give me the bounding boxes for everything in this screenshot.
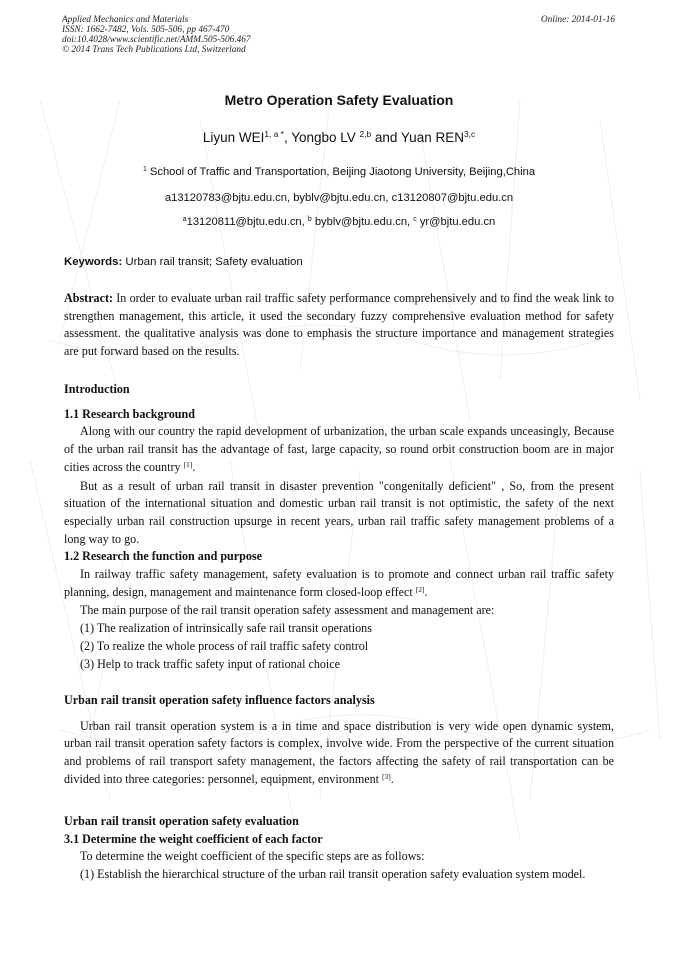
- abstract-text: In order to evaluate urban rail traffic safety performance comprehensively and to find the weak link to strengthen management, this article, it used the secondary fuzzy comprehensive evaluation method for safety assessment. the qualitative analysis was done to emphasis the structure importance and management strategies are put forward based on the results.: [64, 291, 614, 359]
- list-item: (1) The realization of intrinsically safe rail transit operations: [80, 621, 372, 636]
- journal-name: Applied Mechanics and Materials: [62, 15, 189, 25]
- abstract-label: Abstract:: [64, 291, 114, 305]
- citation: [1]: [183, 459, 193, 469]
- author-separator: and Yuan REN: [371, 130, 464, 145]
- abstract: [64, 290, 614, 361]
- paragraph-text: .: [192, 459, 196, 474]
- subsection-heading: 1.1 Research background: [64, 406, 195, 421]
- citation: [2]: [415, 584, 425, 594]
- paragraph: [64, 423, 614, 477]
- keywords-text: Urban rail transit; Safety evaluation: [122, 256, 303, 268]
- author-name: Liyun WEI: [202, 130, 265, 145]
- online-date: Online: 2014-01-16: [540, 15, 615, 25]
- affiliation-text: School of Traffic and Transportation, Beijing Jiaotong University, Beijing,China: [146, 166, 536, 178]
- factors-section: [64, 692, 614, 790]
- email-line-1: a13120783@bjtu.edu.cn, byblv@bjtu.edu.cn, c13120807@bjtu.edu.cn: [164, 192, 514, 204]
- author-line: [0, 130, 678, 145]
- list-item: (2) To realize the whole process of rail traffic safety control: [80, 638, 369, 653]
- paragraph-text: Urban rail transit operation system is a in time and space distribution is very wide open dynamic system, urban rail transit operation safety factors is complex, involve wide. From the perspective of the current situation and problems of rail transport safety management, the factors affecting the safety of rail transportation can be divided into three categories: personnel, equipment, environment: [64, 718, 614, 786]
- email-line-2: [0, 216, 678, 228]
- author-separator: , Yongbo LV: [283, 130, 360, 145]
- author-sup: 2,b: [359, 129, 372, 140]
- affiliation: [0, 166, 678, 178]
- paper-title: Metro Operation Safety Evaluation: [224, 92, 454, 108]
- keywords: [64, 256, 614, 268]
- list-item: (3) Help to track traffic safety input of rational choice: [80, 656, 341, 671]
- paragraph: [64, 566, 614, 602]
- section-heading: Introduction: [64, 382, 130, 396]
- paragraph-text: .: [424, 584, 428, 599]
- email-sup: b: [307, 216, 312, 224]
- journal-header: [62, 15, 251, 55]
- paragraph-text: .: [390, 771, 394, 786]
- email-text: 13120811@bjtu.edu.cn,: [186, 216, 308, 228]
- doi-line: doi:10.4028/www.scientific.net/AMM.505-506.467: [62, 35, 251, 45]
- paragraph: [64, 718, 614, 790]
- author-sup: 3,c: [463, 129, 476, 140]
- keywords-label: Keywords:: [64, 256, 123, 268]
- email-text: yr@bjtu.edu.cn: [416, 216, 496, 228]
- paragraph: The main purpose of the rail transit operation safety assessment and management are:: [80, 603, 495, 618]
- paragraph: (1) Establish the hierarchical structure of the urban rail transit operation safety evaluation system model.: [80, 867, 586, 882]
- author-sup: 1, a *: [264, 129, 284, 140]
- copyright-line: © 2014 Trans Tech Publications Ltd, Switzerland: [62, 45, 246, 55]
- introduction-section: [64, 381, 614, 673]
- evaluation-section: [64, 813, 614, 884]
- section-heading: Urban rail transit operation safety evaluation: [64, 814, 299, 828]
- citation: [3]: [382, 771, 391, 781]
- email-text: byblv@bjtu.edu.cn,: [311, 216, 414, 228]
- paragraph-text: Along with our country the rapid development of urbanization, the urban scale expands unceasingly, Because of the urban rail transit has the advantage of fast, large capacity, so round orbit construction boom are in major cities across the country: [64, 424, 614, 474]
- paragraph: But as a result of urban rail transit in disaster prevention "congenitally deficient" , So, from the present situation of the international situation and domestic urban rail transit is not optimistic, the safety of the next especially urban rail construction upsurge in recent years, urban rail traffic safety management problems of a long way to go.: [64, 478, 614, 546]
- paragraph: To determine the weight coefficient of the specific steps are as follows:: [80, 849, 425, 864]
- email-sup: c: [413, 216, 417, 224]
- subsection-heading: 1.2 Research the function and purpose: [64, 549, 262, 564]
- paragraph-text: In railway traffic safety management, safety evaluation is to promote and connect urban rail traffic safety planning, design, management and maintenance form closed-loop effect: [64, 567, 614, 599]
- section-heading: Urban rail transit operation safety influence factors analysis: [64, 693, 375, 707]
- subsection-heading: 3.1 Determine the weight coefficient of each factor: [64, 831, 323, 846]
- email-sup: a: [182, 216, 187, 224]
- issn-line: ISSN: 1662-7482, Vols. 505-506, pp 467-470: [62, 25, 230, 35]
- affiliation-sup: 1: [142, 166, 147, 174]
